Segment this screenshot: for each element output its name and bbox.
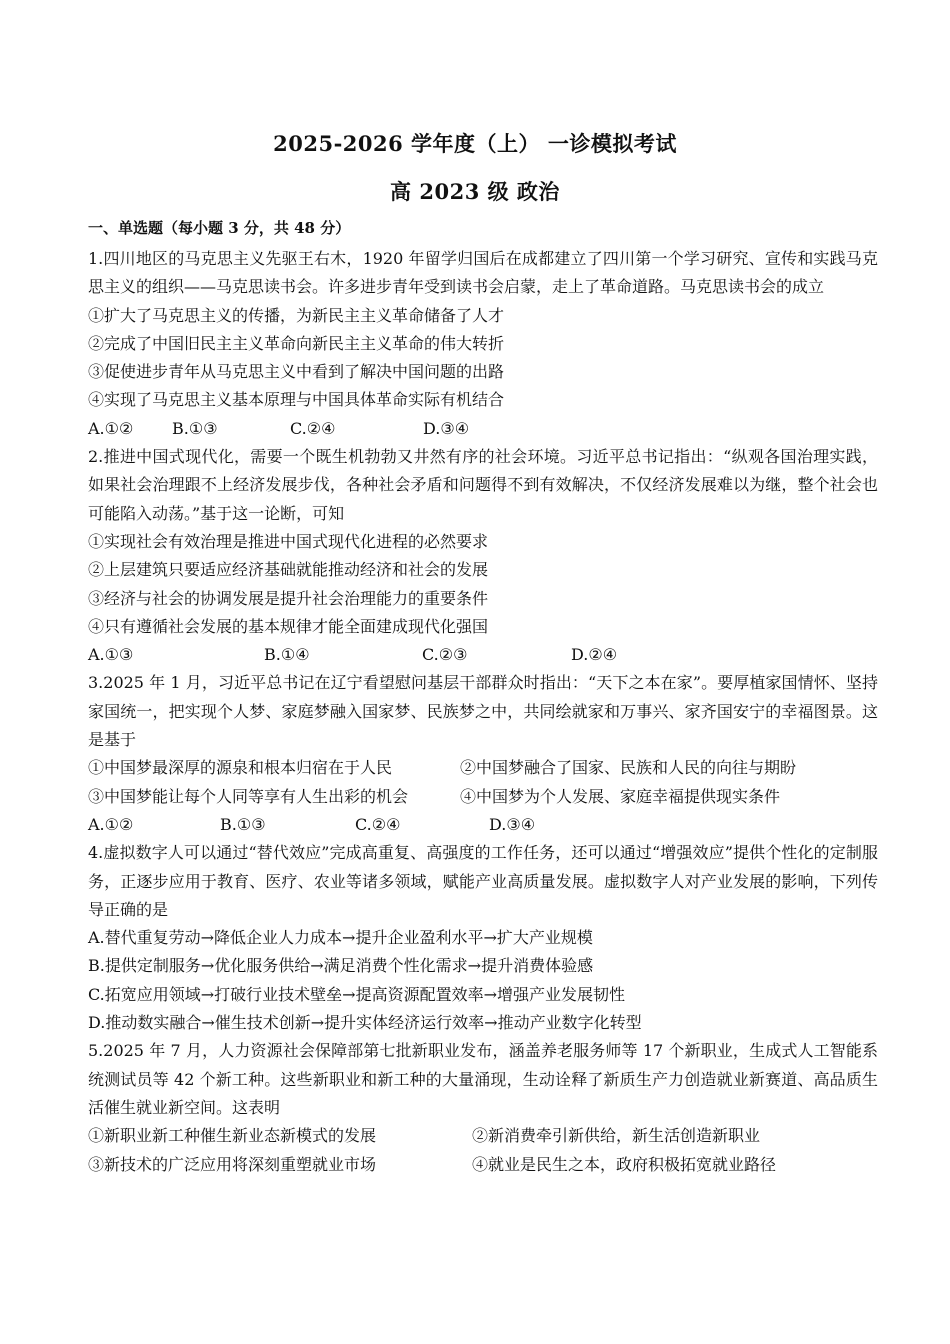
question-5 [88, 1037, 878, 1178]
question-5-stem: 5.2025 年 7 月，人力资源社会保障部第七批新职业发布，涵盖养老服务师等 17 个新职业，生成式人工智能系统测试员等 42 个新工种。这些新职业和新工种的大量涌现，生动诠释了新质生产力创造就业新赛道、高品质生活催生就业新空间。这表明 [88, 1041, 878, 1117]
answer-b: B.①③ [172, 418, 218, 438]
question-5-statement-row-1 [88, 1122, 878, 1150]
question-4-option-b: B.提供定制服务→优化服务供给→满足消费个性化需求→提升消费体验感 [88, 956, 594, 976]
question-1-statement-2: ②完成了中国旧民主主义革命向新民主主义革命的伟大转折 [88, 333, 505, 353]
question-2-stem: 2.推进中国式现代化，需要一个既生机勃勃又井然有序的社会环境。习近平总书记指出：“纵观各国治理实践，如果社会治理跟不上经济发展步伐，各种社会矛盾和问题得不到有效解决，不仅经济发展难以为继，整个社会也可能陷入动荡。”基于这一论断，可知 [88, 447, 878, 523]
question-4-option-a: A.替代重复劳动→降低企业人力成本→提升企业盈利水平→扩大产业规模 [88, 928, 593, 948]
question-1-statement-4: ④实现了马克思主义基本原理与中国具体革命实际有机结合 [88, 390, 505, 410]
question-3 [88, 669, 878, 839]
exam-subtitle: 高 2023 级 政治 [390, 179, 560, 204]
question-2-statement-4: ④只有遵循社会发展的基本规律才能全面建成现代化强国 [88, 616, 489, 636]
question-2-statement-2: ②上层建筑只要适应经济基础就能推动经济和社会的发展 [88, 560, 489, 580]
question-1-statement-1: ①扩大了马克思主义的传播，为新民主主义革命储备了人才 [88, 305, 505, 325]
section-heading: 一、单选题（每小题 3 分，共 48 分） [88, 219, 351, 237]
question-2-statement-3: ③经济与社会的协调发展是提升社会治理能力的重要条件 [88, 588, 489, 608]
question-4-option-d: D.推动数实融合→催生技术创新→提升实体经济运行效率→推动产业数字化转型 [88, 1013, 642, 1033]
question-4-option-c: C.拓宽应用领域→打破行业技术壁垒→提高资源配置效率→增强产业发展韧性 [88, 984, 625, 1004]
question-3-answers [88, 811, 878, 839]
question-5-statement-1: ①新职业新工种催生新业态新模式的发展 [88, 1126, 377, 1146]
answer-a: A.①② [88, 814, 134, 834]
answer-b: B.①④ [264, 645, 310, 665]
question-3-stem: 3.2025 年 1 月，习近平总书记在辽宁看望慰问基层干部群众时指出：“天下之本在家”。要厚植家国情怀、坚持家国统一，把实现个人梦、家庭梦融入国家梦、民族梦之中，共同绘就家和万事兴、家齐国安宁的幸福图景。这是基于 [88, 673, 878, 750]
question-3-statement-1: ①中国梦最深厚的源泉和根本归宿在于人民 [88, 758, 393, 778]
question-3-statement-4: ④中国梦为个人发展、家庭幸福提供现实条件 [460, 786, 781, 806]
question-2-statement-1: ①实现社会有效治理是推进中国式现代化进程的必然要求 [88, 531, 489, 551]
question-3-statement-3: ③中国梦能让每个人同等享有人生出彩的机会 [88, 786, 409, 806]
answer-d: D.③④ [489, 814, 536, 834]
answer-a: A.①② [88, 418, 134, 438]
question-1-stem: 1.四川地区的马克思主义先驱王右木，1920 年留学归国后在成都建立了四川第一个学习研究、宣传和实践马克思主义的组织——马克思读书会。许多进步青年受到读书会启蒙，走上了革命道路。马克思读书会的成立 [88, 249, 878, 297]
answer-b: B.①③ [220, 814, 266, 834]
question-2 [88, 443, 878, 669]
answer-d: D.②④ [571, 645, 618, 665]
answer-d: D.③④ [423, 418, 470, 438]
question-1-statement-3: ③促使进步青年从马克思主义中看到了解决中国问题的出路 [88, 362, 505, 382]
question-5-statement-4: ④就业是民生之本，政府积极拓宽就业路径 [472, 1154, 777, 1174]
question-1-answers [88, 415, 878, 443]
question-1 [88, 245, 878, 443]
answer-c: C.②④ [355, 814, 401, 834]
question-5-statement-row-2 [88, 1151, 878, 1179]
question-5-statement-2: ②新消费牵引新供给，新生活创造新职业 [472, 1126, 761, 1146]
question-4 [88, 839, 878, 1037]
answer-c: C.②④ [290, 418, 336, 438]
question-list [88, 245, 878, 1179]
question-5-statement-3: ③新技术的广泛应用将深刻重塑就业市场 [88, 1154, 377, 1174]
question-2-answers [88, 641, 878, 669]
question-4-stem: 4.虚拟数字人可以通过“替代效应”完成高重复、高强度的工作任务，还可以通过“增强效应”提供个性化的定制服务，正逐步应用于教育、医疗、农业等诸多领域，赋能产业高质量发展。虚拟数字人对产业发展的影响，下列传导正确的是 [88, 843, 878, 919]
question-3-statement-row-2 [88, 783, 878, 811]
answer-a: A.①③ [88, 645, 134, 665]
question-3-statement-row-1 [88, 754, 878, 782]
question-3-statement-2: ②中国梦融合了国家、民族和人民的向往与期盼 [460, 758, 797, 778]
answer-c: C.②③ [422, 645, 468, 665]
exam-title: 2025-2026 学年度（上） 一诊模拟考试 [273, 131, 677, 156]
